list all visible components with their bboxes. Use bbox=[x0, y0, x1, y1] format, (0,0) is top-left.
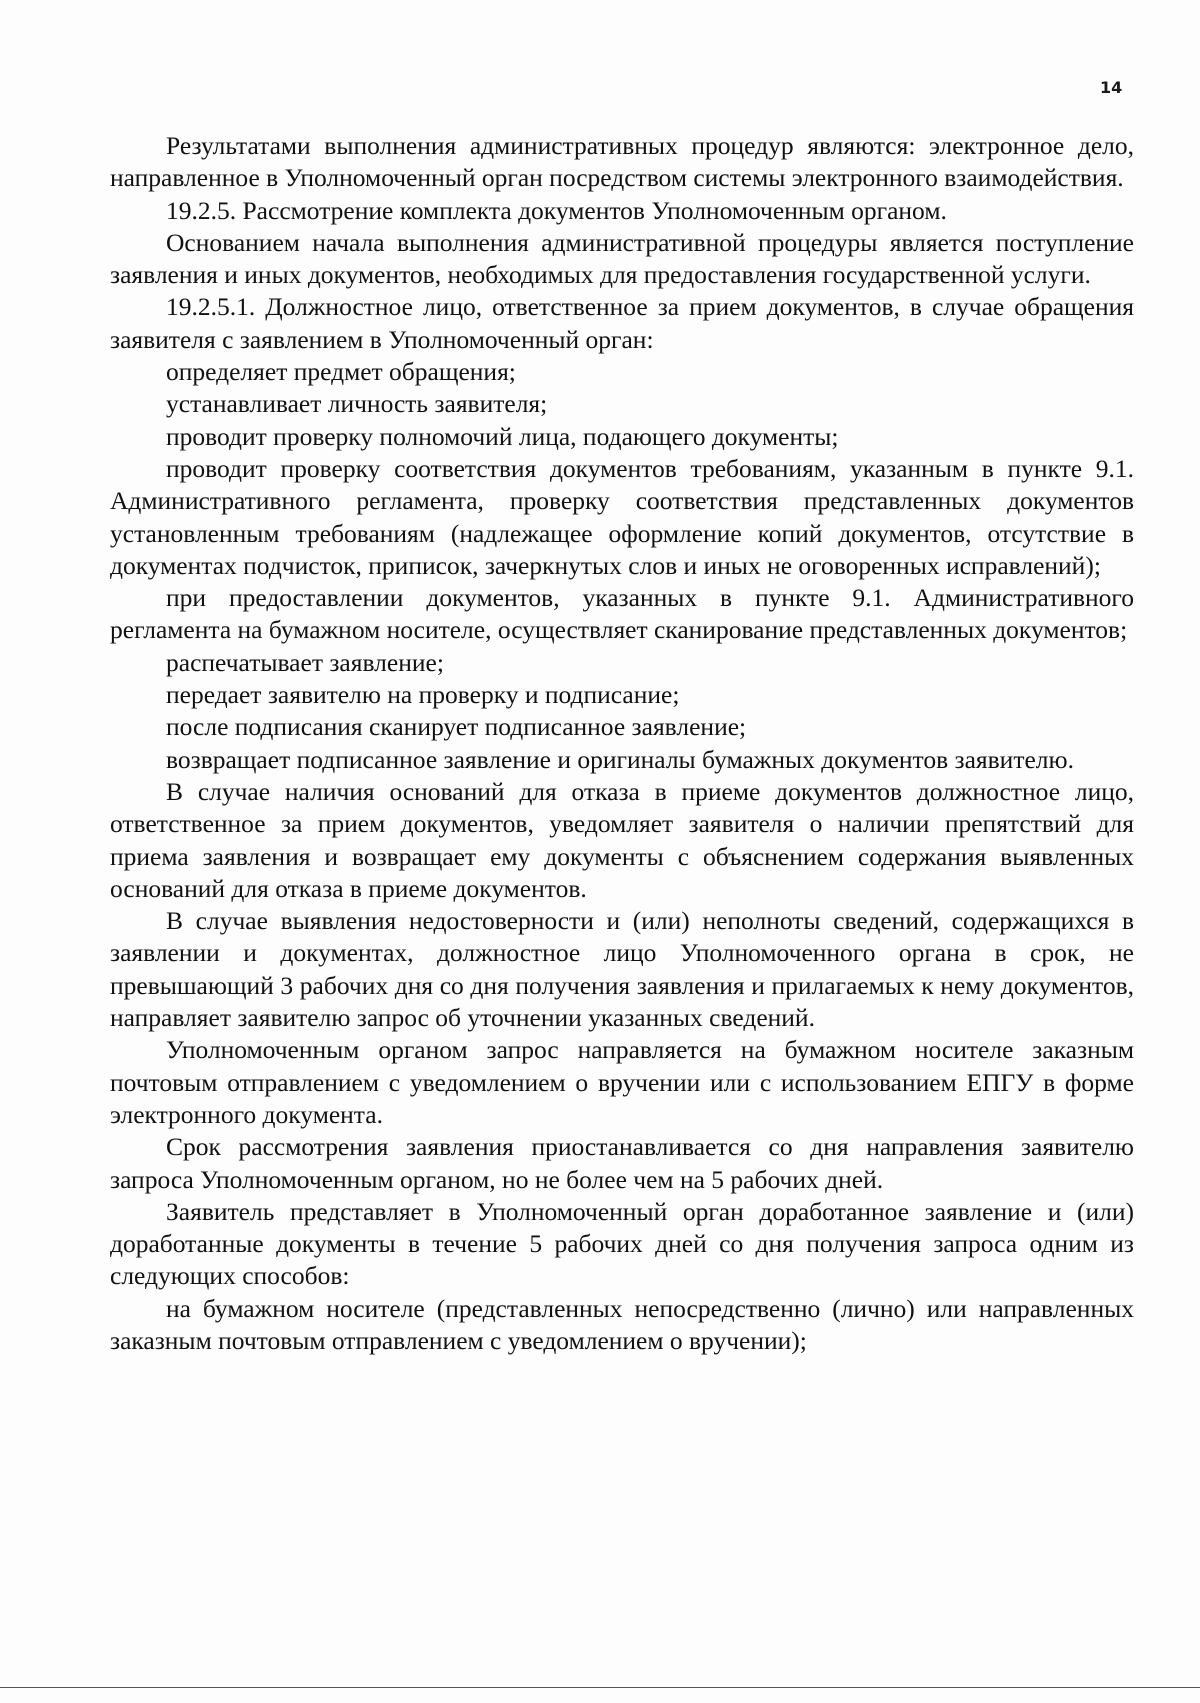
list-item: при предоставлении документов, указанных в пункте 9.1. Административного регламента на бумажном носителе, осуществляет сканирование представленных документов; bbox=[110, 583, 1134, 645]
paragraph: Заявитель представляет в Уполномоченный орган доработанное заявление и (или) доработанные документы в течение 5 рабочих дней со дня получения запроса одним из следующих способов: bbox=[110, 1196, 1134, 1291]
list-item: возвращает подписанное заявление и оригиналы бумажных документов заявителю. bbox=[166, 744, 1074, 774]
page-bottom-rule bbox=[0, 1687, 1200, 1688]
document-body bbox=[110, 130, 1134, 1357]
list-item: проводит проверку соответствия документов требованиям, указанным в пункте 9.1. Административного регламента, проверку соответствия представленных документов установленным требованиям (надлежащее оформление копий документов, отсутствие в документах подчисток, приписок, зачеркнутых слов и иных не оговоренных исправлений); bbox=[110, 453, 1134, 580]
list-item: после подписания сканирует подписанное заявление; bbox=[166, 712, 747, 742]
paragraph: Срок рассмотрения заявления приостанавливается со дня направления заявителю запроса Уполномоченным органом, но не более чем на 5 рабочих дней. bbox=[110, 1132, 1134, 1194]
list-item: проводит проверку полномочий лица, подающего документы; bbox=[166, 421, 839, 451]
list-item: на бумажном носителе (представленных непосредственно (лично) или направленных заказным почтовым отправлением с уведомлением о вручении); bbox=[110, 1293, 1134, 1355]
paragraph: Уполномоченным органом запрос направляется на бумажном носителе заказным почтовым отправлением с уведомлением о вручении или с использованием ЕПГУ в форме электронного документа. bbox=[110, 1035, 1134, 1129]
section-heading: 19.2.5. Рассмотрение комплекта документов Уполномоченным органом. bbox=[166, 195, 947, 225]
paragraph: Результатами выполнения административных процедур являются: электронное дело, направленное в Уполномоченный орган посредством системы электронного взаимодействия. bbox=[110, 131, 1134, 193]
list-item: определяет предмет обращения; bbox=[166, 357, 516, 387]
list-item: устанавливает личность заявителя; bbox=[166, 389, 548, 419]
paragraph: В случае выявления недостоверности и (или) неполноты сведений, содержащихся в заявлении и документах, должностное лицо Уполномоченного органа в срок, не превышающий 3 рабочих дня со дня получения заявления и прилагаемых к нему документов, направляет заявителю запрос об уточнении указанных сведений. bbox=[110, 906, 1134, 1033]
list-item: распечатывает заявление; bbox=[166, 647, 444, 677]
list-item: передает заявителю на проверку и подписание; bbox=[166, 680, 680, 710]
page-number: 14 bbox=[1100, 78, 1123, 97]
paragraph: 19.2.5.1. Должностное лицо, ответственное за прием документов, в случае обращения заявителя с заявлением в Уполномоченный орган: bbox=[110, 292, 1134, 354]
paragraph: Основанием начала выполнения административной процедуры является поступление заявления и иных документов, необходимых для предоставления государственной услуги. bbox=[110, 227, 1134, 290]
paragraph: В случае наличия оснований для отказа в приеме документов должностное лицо, ответственное за прием документов, уведомляет заявителя о наличии препятствий для приема заявления и возвращает ему документы с объяснением содержания выявленных оснований для отказа в приеме документов. bbox=[110, 776, 1134, 903]
